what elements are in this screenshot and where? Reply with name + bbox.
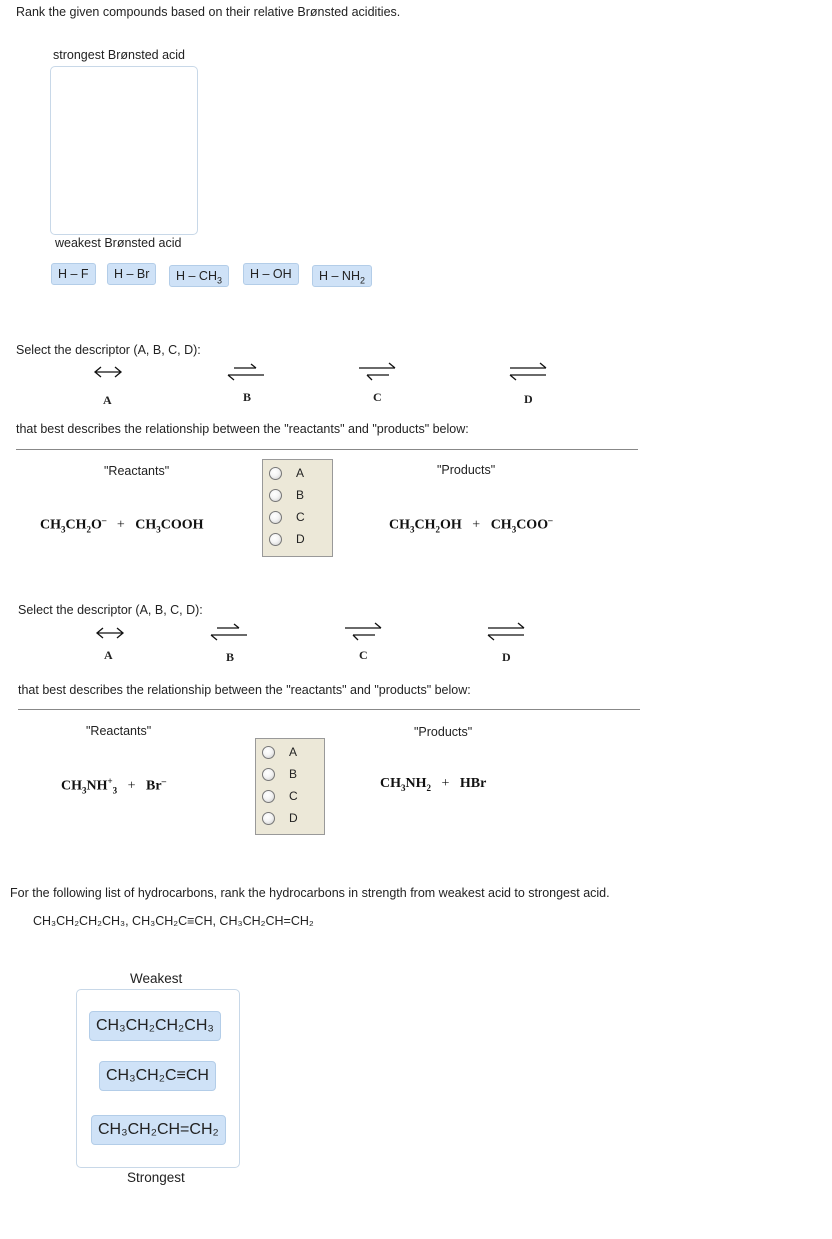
radio-button-icon[interactable] <box>269 511 282 524</box>
q3-option-b[interactable]: B <box>262 764 297 784</box>
q3-option-c[interactable]: C <box>262 786 298 806</box>
equilibrium-icon <box>508 362 548 382</box>
strongest-label: Strongest <box>127 1170 185 1185</box>
resonance-arrow-icon <box>94 625 126 641</box>
q4-hydrocarbon-list: CH₃CH₂CH₂CH₃, CH₃CH₂C≡CH, CH₃CH₂CH=CH₂ <box>33 914 314 928</box>
q3-divider <box>18 709 640 710</box>
descriptor-letter-d: D <box>524 392 533 406</box>
q2-option-c[interactable]: C <box>269 507 305 527</box>
radio-button-icon[interactable] <box>262 768 275 781</box>
radio-button-icon[interactable] <box>269 489 282 502</box>
q3-products-label: "Products" <box>414 725 473 739</box>
q4-prompt: For the following list of hydrocarbons, rank the hydrocarbons in strength from weakest acid to strongest acid. <box>10 886 610 900</box>
chip-hnh2[interactable] <box>312 265 372 287</box>
chip-hch3-text: H – CH <box>176 269 217 283</box>
chip-hch3[interactable] <box>169 265 229 287</box>
descriptor-letter-b: B <box>243 390 252 404</box>
q3-reactants-equation: $CH_3NH^+_3$ + Br– <box>61 776 167 796</box>
q2-options <box>262 459 333 557</box>
q3-followup: that best describes the relationship between the "reactants" and "products" below: <box>18 683 471 697</box>
q3-option-a[interactable]: A <box>262 742 297 762</box>
q3-option-d[interactable]: D <box>262 808 298 828</box>
descriptor-letter-b: B <box>226 650 235 664</box>
descriptor-letter-c: C <box>359 648 368 662</box>
radio-button-icon[interactable] <box>262 790 275 803</box>
q3-products-equation: $CH_3NH_2$ + HBr <box>380 776 487 793</box>
chip-hbr-text: H – Br <box>114 267 150 281</box>
q2-option-b[interactable]: B <box>269 485 304 505</box>
hydrocarbon-chip-butyne[interactable] <box>99 1061 216 1091</box>
descriptor-letter-d: D <box>502 650 511 664</box>
q2-reactants-label: "Reactants" <box>104 464 170 478</box>
butyne-text: CH₃CH₂C≡CH <box>106 1067 209 1084</box>
q2-products-equation: $CH_3CH_2OH$ + $CH_3COO^-$ <box>389 515 553 535</box>
q3-prompt: Select the descriptor (A, B, C, D): <box>18 603 203 617</box>
equilibrium-forward-favored-icon <box>343 622 383 642</box>
equilibrium-forward-favored-icon <box>357 362 397 382</box>
chip-hnh2-sub: 2 <box>359 275 365 286</box>
equilibrium-reverse-favored-icon <box>209 622 249 642</box>
chip-hoh[interactable] <box>243 263 299 285</box>
weakest-label: Weakest <box>130 971 183 986</box>
butene-text: CH₃CH₂CH=CH₂ <box>98 1121 219 1138</box>
chip-hbr[interactable] <box>107 263 156 285</box>
chip-hoh-text: H – OH <box>250 267 292 281</box>
chip-hf[interactable] <box>51 263 96 285</box>
butane-text: CH₃CH₂CH₂CH₃ <box>96 1017 214 1034</box>
chip-hnh2-text: H – NH <box>319 269 360 283</box>
q2-option-d[interactable]: D <box>269 529 305 549</box>
q2-followup: that best describes the relationship between the "reactants" and "products" below: <box>16 422 469 436</box>
radio-button-icon[interactable] <box>269 467 282 480</box>
chip-hf-text: H – F <box>58 267 89 281</box>
radio-button-icon[interactable] <box>269 533 282 546</box>
strongest-label: strongest Brønsted acid <box>53 48 186 62</box>
q2-divider <box>16 449 638 450</box>
resonance-arrow-icon <box>92 364 124 380</box>
ranking-dropzone[interactable] <box>50 66 198 235</box>
weakest-label: weakest Brønsted acid <box>55 236 182 250</box>
q2-products-label: "Products" <box>437 463 496 477</box>
hydrocarbon-chip-butane[interactable] <box>89 1011 221 1041</box>
chip-hch3-sub: 3 <box>216 275 222 286</box>
descriptor-letter-a: A <box>103 393 112 407</box>
q2-option-a[interactable]: A <box>269 463 304 483</box>
q2-reactants-equation: $CH_3CH_2O^-$ + $CH_3COOH$ <box>40 515 204 535</box>
descriptor-letter-a: A <box>104 648 113 662</box>
q2-prompt: Select the descriptor (A, B, C, D): <box>16 343 201 357</box>
radio-button-icon[interactable] <box>262 746 275 759</box>
q3-reactants-label: "Reactants" <box>86 724 152 738</box>
equilibrium-reverse-favored-icon <box>226 362 266 382</box>
q1-prompt: Rank the given compounds based on their relative Brønsted acidities. <box>16 5 401 19</box>
hydrocarbon-chip-butene[interactable] <box>91 1115 226 1145</box>
q3-options <box>255 738 325 835</box>
radio-button-icon[interactable] <box>262 812 275 825</box>
equilibrium-icon <box>486 622 526 642</box>
descriptor-letter-c: C <box>373 390 382 404</box>
